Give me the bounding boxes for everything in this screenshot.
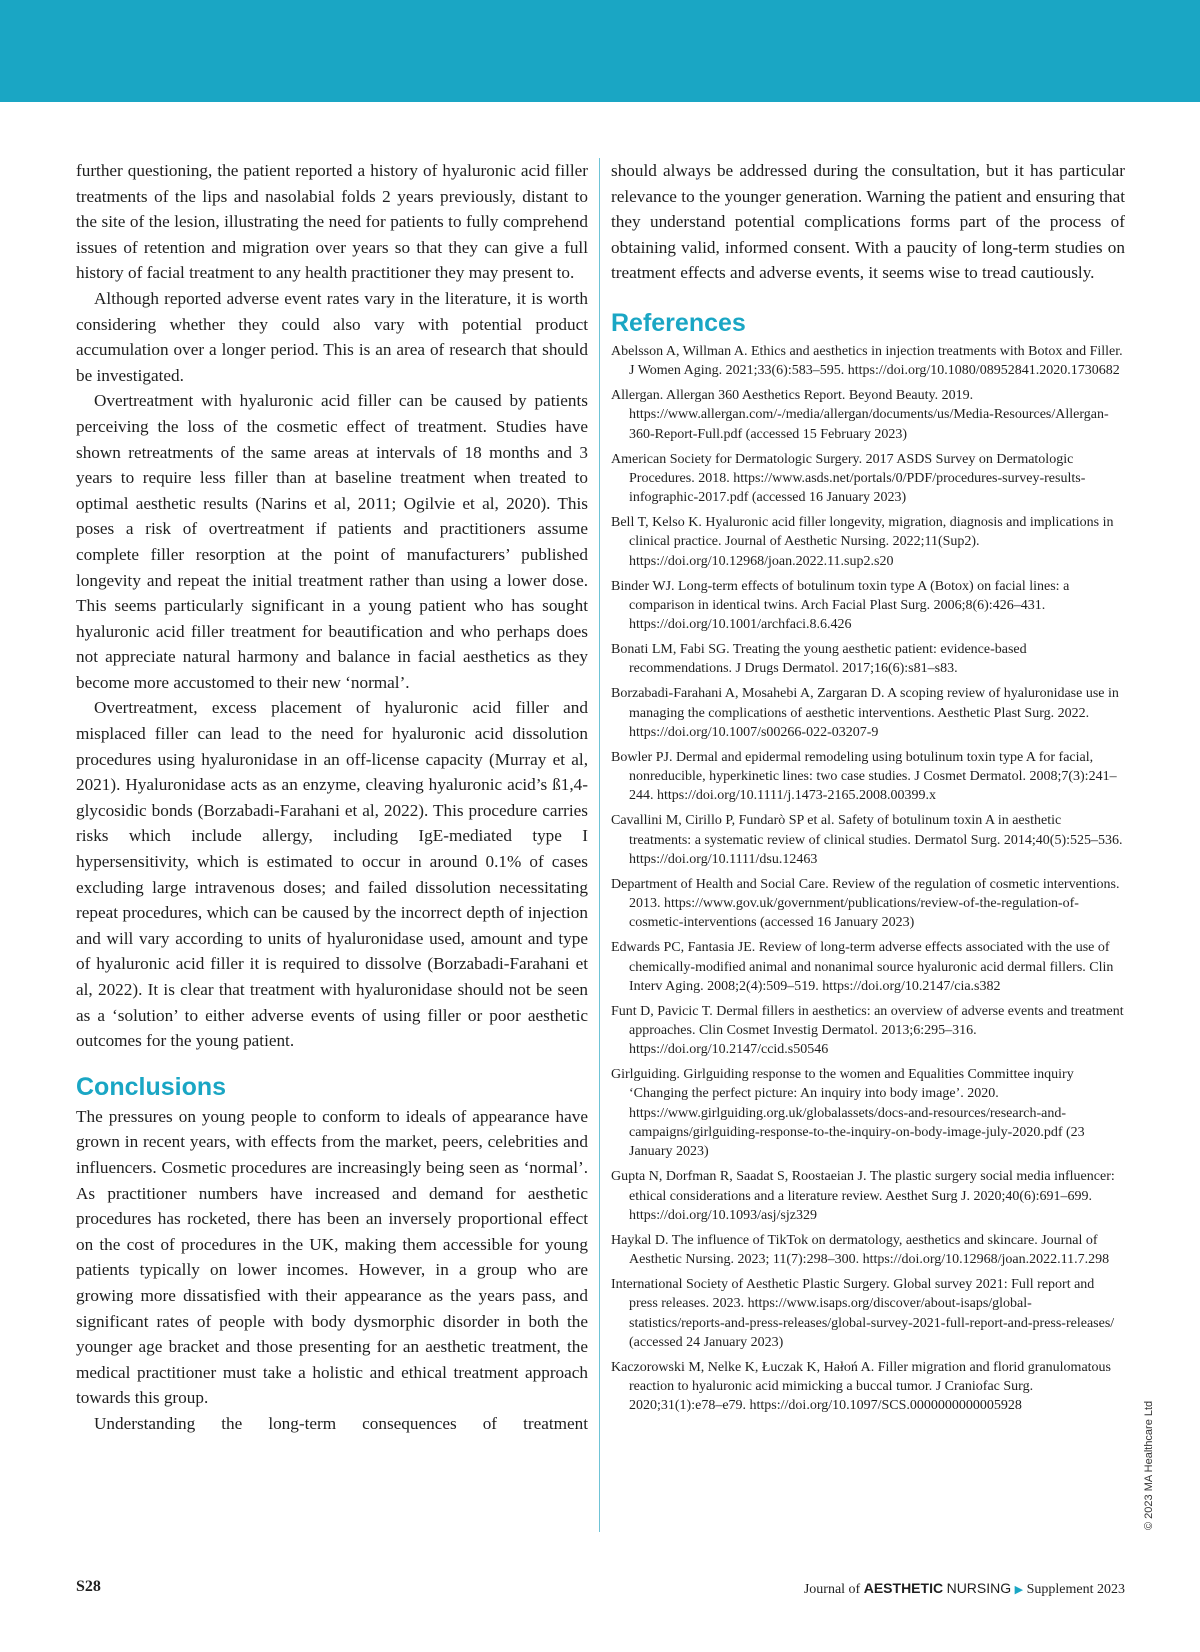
reference-item: American Society for Dermatologic Surgery. 2017 ASDS Survey on Dermatologic Procedures. 2018. https://www.asds.net/portals/0/PDF/procedures-survey-results-infographic-2017.pdf (accessed 16 January 2023) xyxy=(611,451,1086,506)
left-column xyxy=(76,158,588,1437)
copyright-note: © 2023 MA Healthcare Ltd xyxy=(1143,1400,1155,1530)
reference-item: Borzabadi-Farahani A, Mosahebi A, Zargaran D. A scoping review of hyaluronidase use in managing the complications of aesthetic interventions. Aesthetic Plast Surg. 2022. https://doi.org/10.1007/s00266-022-03207-9 xyxy=(611,686,1119,740)
journal-issue: Supplement 2023 xyxy=(1026,1582,1125,1597)
reference-item: Bowler PJ. Dermal and epidermal remodeling using botulinum toxin type A for facial, nonreducible, hyperkinetic lines: two case studies. J Cosmet Dermatol. 2008;7(3):241–244. https://doi.org/10.1111/j.1473-2165.2008.00399.x xyxy=(611,749,1117,804)
triangle-right-icon: ▶ xyxy=(1014,1584,1024,1596)
reference-item: Girlguiding. Girlguiding response to the women and Equalities Committee inquiry ‘Changing the perfect picture: An inquiry into body image’. 2020. https://www.girlguiding.org.uk/globalassets/docs-and-resources/research-and-campaigns/girlguiding-response-to-the-inquiry-on-body-image-july-2020.pdf (23 January 2023) xyxy=(611,1067,1085,1160)
right-column xyxy=(611,158,1125,1421)
top-banner xyxy=(0,0,1200,102)
reference-item: Haykal D. The influence of TikTok on dermatology, aesthetics and skincare. Journal of Aesthetic Nursing. 2023; 11(7):298–300. https://doi.org/10.12968/joan.2022.11.7.298 xyxy=(611,1232,1110,1268)
body-paragraph: further questioning, the patient reported a history of hyaluronic acid filler treatments of the lips and nasolabial folds 2 years previously, distant to the site of the lesion, illustrating the need for patients to fully comprehend issues of retention and migration over years so that they can give a full history of facial treatment to any health practitioner they may present to. xyxy=(76,161,588,283)
reference-item: International Society of Aesthetic Plastic Surgery. Global survey 2021: Full report and press releases. 2023. https://www.isaps.org/discover/about-isaps/global-statistics/reports-and-press-releases/global-survey-2021-full-report-and-press-releases/ (accessed 24 January 2023) xyxy=(611,1276,1115,1350)
journal-prefix: Journal of xyxy=(803,1582,861,1597)
reference-item: Kaczorowski M, Nelke K, Łuczak K, Hałoń A. Filler migration and florid granulomatous reaction to hyaluronic acid mimicking a buccal tumor. J Craniofac Surg. 2020;31(1):e78–e79. https://doi.org/10.1097/SCS.0000000000005928 xyxy=(611,1359,1111,1414)
body-paragraph: Overtreatment, excess placement of hyaluronic acid filler and misplaced filler can lead to the need for hyaluronic acid dissolution procedures using hyaluronidase in an off-license capacity (Murray et al, 2021). Hyaluronidase acts as an enzyme, cleaving hyaluronic acid’s ß1,4-glycosidic bonds (Borzabadi-Farahani et al, 2022). This procedure carries risks which include allergy, including IgE-mediated type I hypersensitivity, which is estimated to occur in around 0.1% of cases excluding large intravenous doses; and failed dissolution necessitating repeat procedures, which can be caused by the incorrect depth of injection and will vary according to units of hyaluronidase used, amount and type of hyaluronic acid filler it is required to dissolve (Borzabadi-Farahani et al, 2022). It is clear that treatment with hyaluronidase should not be seen as a ‘solution’ to either adverse events of using filler or poor aesthetic outcomes for the young patient. xyxy=(76,698,588,1051)
reference-item: Bonati LM, Fabi SG. Treating the young aesthetic patient: evidence-based recommendations. J Drugs Dermatol. 2017;16(6):s81–s83. xyxy=(611,642,1027,677)
body-paragraph: Overtreatment with hyaluronic acid filler can be caused by patients perceiving the loss of the cosmetic effect of treatment. Studies have shown retreatments of the same areas at intervals of 18 months and 3 years to require less filler than at baseline treatment when treated to optimal aesthetic results (Narins et al, 2011; Ogilvie et al, 2020). This poses a risk of overtreatment if patients and practitioners assume complete filler resorption at the point of manufacturers’ published longevity and repeat the initial treatment rather than using a lower dose. This seems particularly significant in a young patient who has sought hyaluronic acid filler treatment for beautification and who perhaps does not appreciate natural harmony and balance in facial aesthetics as they become more accustomed to their new ‘normal’. xyxy=(76,391,588,692)
body-paragraph: Although reported adverse event rates vary in the literature, it is worth considering whether they could also vary with potential product accumulation over a longer period. This is an area of research that should be investigated. xyxy=(76,288,588,385)
reference-item: Binder WJ. Long-term effects of botulinum toxin type A (Botox) on facial lines: a comparison in identical twins. Arch Facial Plast Surg. 2006;8(6):426–431. https://doi.org/10.1001/archfaci.8.6.426 xyxy=(611,578,1070,633)
reference-list xyxy=(611,342,1125,1416)
page-number: S28 xyxy=(76,1578,101,1595)
column-divider xyxy=(599,158,600,1532)
reference-item: Gupta N, Dorfman R, Saadat S, Roostaeian J. The plastic surgery social media influencer: ethical considerations and a literature review. Aesthet Surg J. 2020;40(6):691–699. https://doi.org/10.1093/asj/sjz329 xyxy=(611,1169,1115,1223)
reference-item: Cavallini M, Cirillo P, Fundarò SP et al. Safety of botulinum toxin A in aesthetic treatments: a systematic review of clinical studies. Dermatol Surg. 2014;40(5):525–536. https://doi.org/10.1111/dsu.12463 xyxy=(611,813,1123,867)
journal-name-bold: AESTHETIC xyxy=(863,1580,944,1596)
journal-footer xyxy=(804,1580,1125,1598)
reference-item: Allergan. Allergan 360 Aesthetics Report. Beyond Beauty. 2019. https://www.allergan.com/-/media/allergan/documents/us/Media-Resources/Allergan-360-Report-Full.pdf (accessed 15 February 2023) xyxy=(611,388,1109,442)
reference-item: Funt D, Pavicic T. Dermal fillers in aesthetics: an overview of adverse events and treatment approaches. Clin Cosmet Investig Dermatol. 2013;6:295–316. https://doi.org/10.2147/ccid.s50546 xyxy=(611,1003,1124,1058)
reference-item: Abelsson A, Willman A. Ethics and aesthetics in injection treatments with Botox and Filler. J Women Aging. 2021;33(6):583–595. https://doi.org/10.1080/08952841.2020.1730682 xyxy=(611,343,1123,379)
conclusions-heading: Conclusions xyxy=(76,1072,227,1101)
reference-item: Edwards PC, Fantasia JE. Review of long-term adverse effects associated with the use of chemically-modified animal and nonanimal source hyaluronic acid dermal fillers. Clin Interv Aging. 2008;2(4):509–519. https://doi.org/10.2147/cia.s382 xyxy=(611,940,1114,994)
conclusions-paragraph: Understanding the long-term consequences of treatment xyxy=(94,1413,588,1433)
references-heading: References xyxy=(611,308,746,337)
reference-item: Department of Health and Social Care. Review of the regulation of cosmetic interventions. 2013. https://www.gov.uk/government/publications/review-of-the-regulation-of-cosmetic-interventions (accessed 16 January 2023) xyxy=(611,876,1120,931)
reference-item: Bell T, Kelso K. Hyaluronic acid filler longevity, migration, diagnosis and implications in clinical practice. Journal of Aesthetic Nursing. 2022;11(Sup2). https://doi.org/10.12968/joan.2022.11.sup2.s20 xyxy=(611,515,1114,569)
body-paragraph: should always be addressed during the consultation, but it has particular relevance to the younger generation. Warning the patient and ensuring that they understand potential complications forms part of the process of obtaining valid, informed consent. With a paucity of long-term studies on treatment effects and adverse events, it seems wise to tread cautiously. xyxy=(611,161,1125,283)
conclusions-paragraph: The pressures on young people to conform to ideals of appearance have grown in recent years, with effects from the market, peers, celebrities and influencers. Cosmetic procedures are increasingly being seen as ‘normal’. As practitioner numbers have increased and demand for aesthetic procedures has rocketed, there has been an inversely proportional effect on the cost of procedures in the UK, making them accessible for young patients typically on lower incomes. However, in a group who are growing more dissatisfied with their appearance as the years pass, and significant rates of people with body dysmorphic disorder in both the younger age bracket and those presenting for an aesthetic treatment, the medical practitioner must take a holistic and ethical treatment approach towards this group. xyxy=(76,1106,588,1408)
journal-name-suffix: NURSING xyxy=(946,1580,1012,1596)
